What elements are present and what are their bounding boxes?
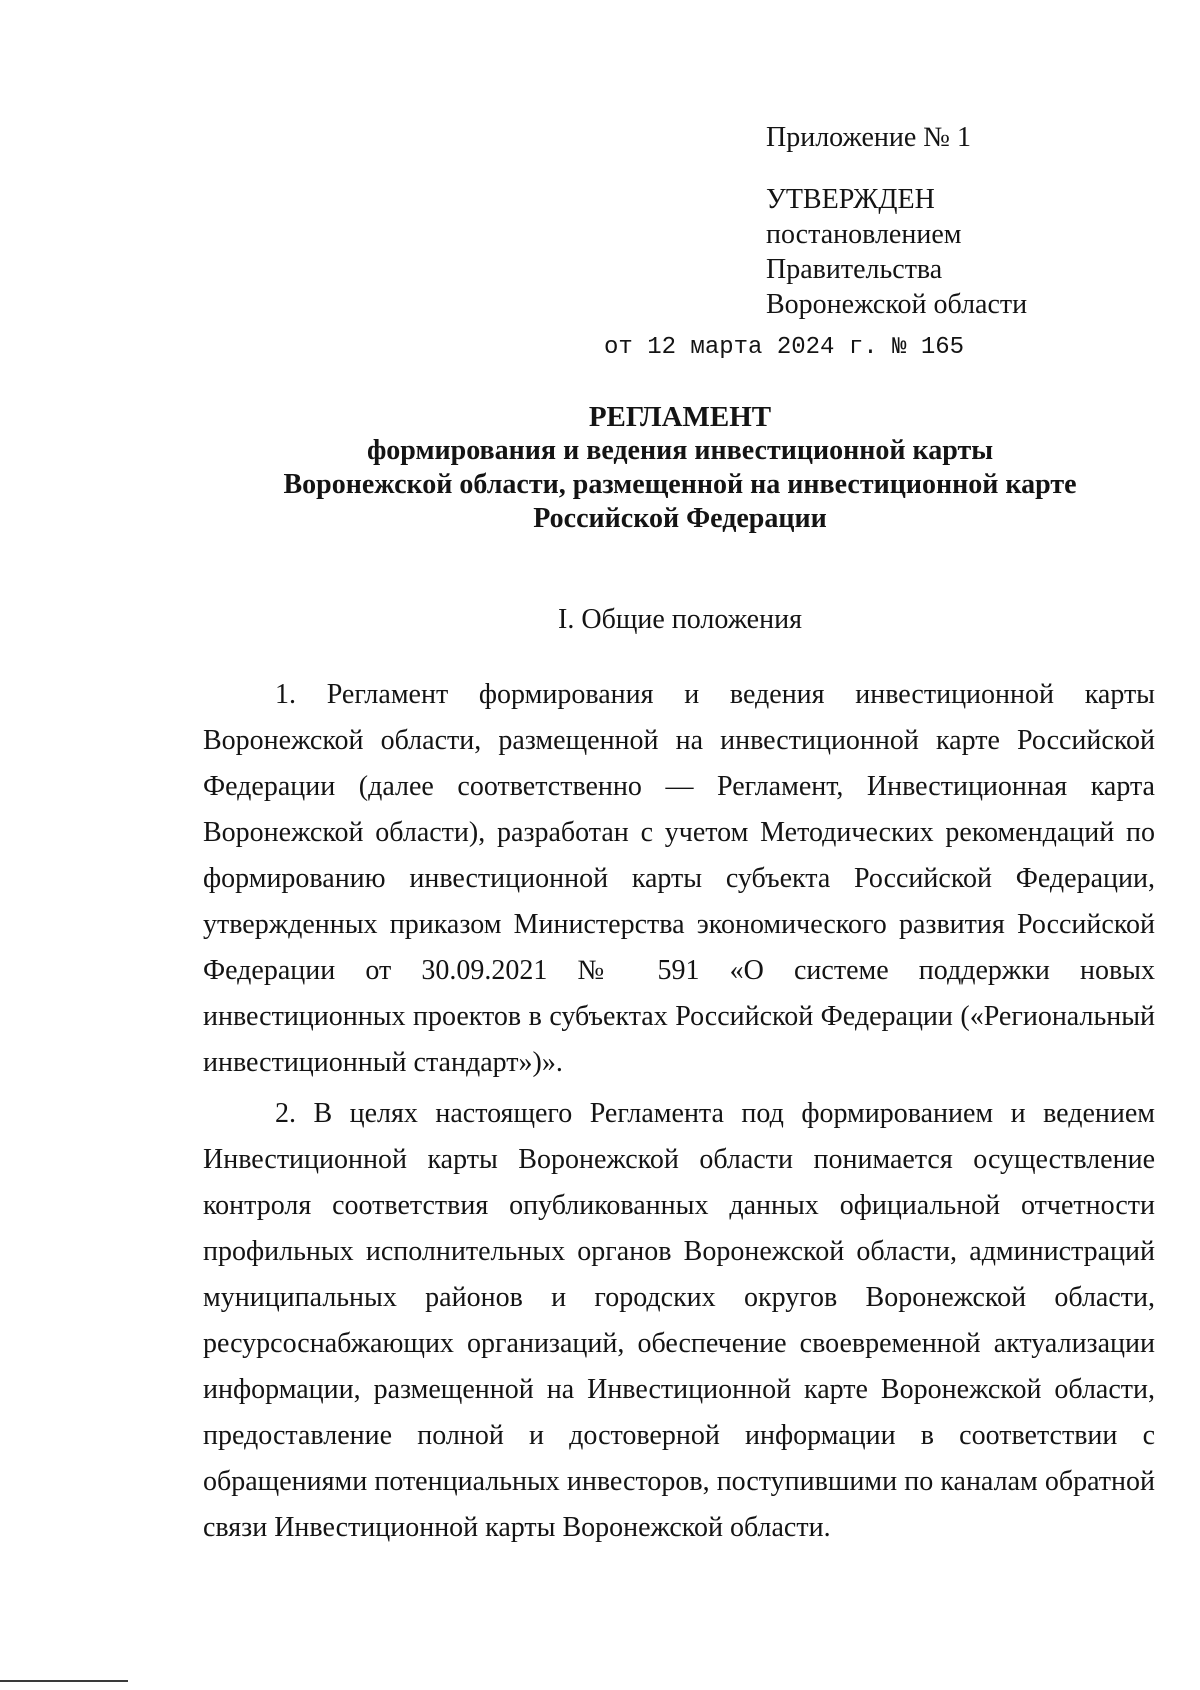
paragraph-2: 2. В целях настоящего Регламента под формированием и ведением Инвестиционной карты Воронежской области понимается осуществление контроля соответствия опубликованных данных официальной отчетности профильных исполнительных органов Воронежской области, администраций муниципальных районов и городских округов Воронежской области, ресурсоснабжающих организаций, обеспечение своевременной актуализации информации, размещенной на Инвестиционной карте Воронежской области, предоставление полной и достоверной информации в соответствии с обращениями потенциальных инвесторов, поступившими по каналам обратной связи Инвестиционной карты Воронежской области. [203,1098,1155,1543]
title-line-2: формирования и ведения инвестиционной карты [366,435,994,466]
approval-block [766,120,1126,322]
approved-by-line-2: Правительства [766,254,943,285]
paragraph-1: 1. Регламент формирования и ведения инвестиционной карты Воронежской области, размещенной на инвестиционной карте Российской Федерации (далее соответственно — Регламент, Инвестиционная карта Воронежской области), разработан с учетом Методических рекомендаций по формированию инвестиционной карты субъекта Российской Федерации, утвержденных приказом Министерства экономического развития Российской Федерации от 30.09.2021 № 591 «О системе поддержки новых инвестиционных проектов в субъектах Российской Федерации («Региональный инвестиционный стандарт»)». [203,679,1155,1078]
order-date-number: от 12 марта 2024 г. № 165 [604,334,965,361]
appendix-label: Приложение № 1 [766,122,971,153]
document-title [180,400,1180,536]
title-line-4: Российской Федерации [533,503,827,534]
approved-by-line-3: Воронежской области [766,289,1028,320]
title-line-1: РЕГЛАМЕНТ [588,401,772,433]
approved-label: УТВЕРЖДЕН [766,184,935,215]
scan-edge-mark [0,1680,128,1682]
approved-by-line-1: постановлением [766,219,962,250]
title-line-3: Воронежской области, размещенной на инвестиционной карте [283,469,1077,500]
body-text [203,672,1155,1556]
section-heading: I. Общие положения [558,604,802,635]
